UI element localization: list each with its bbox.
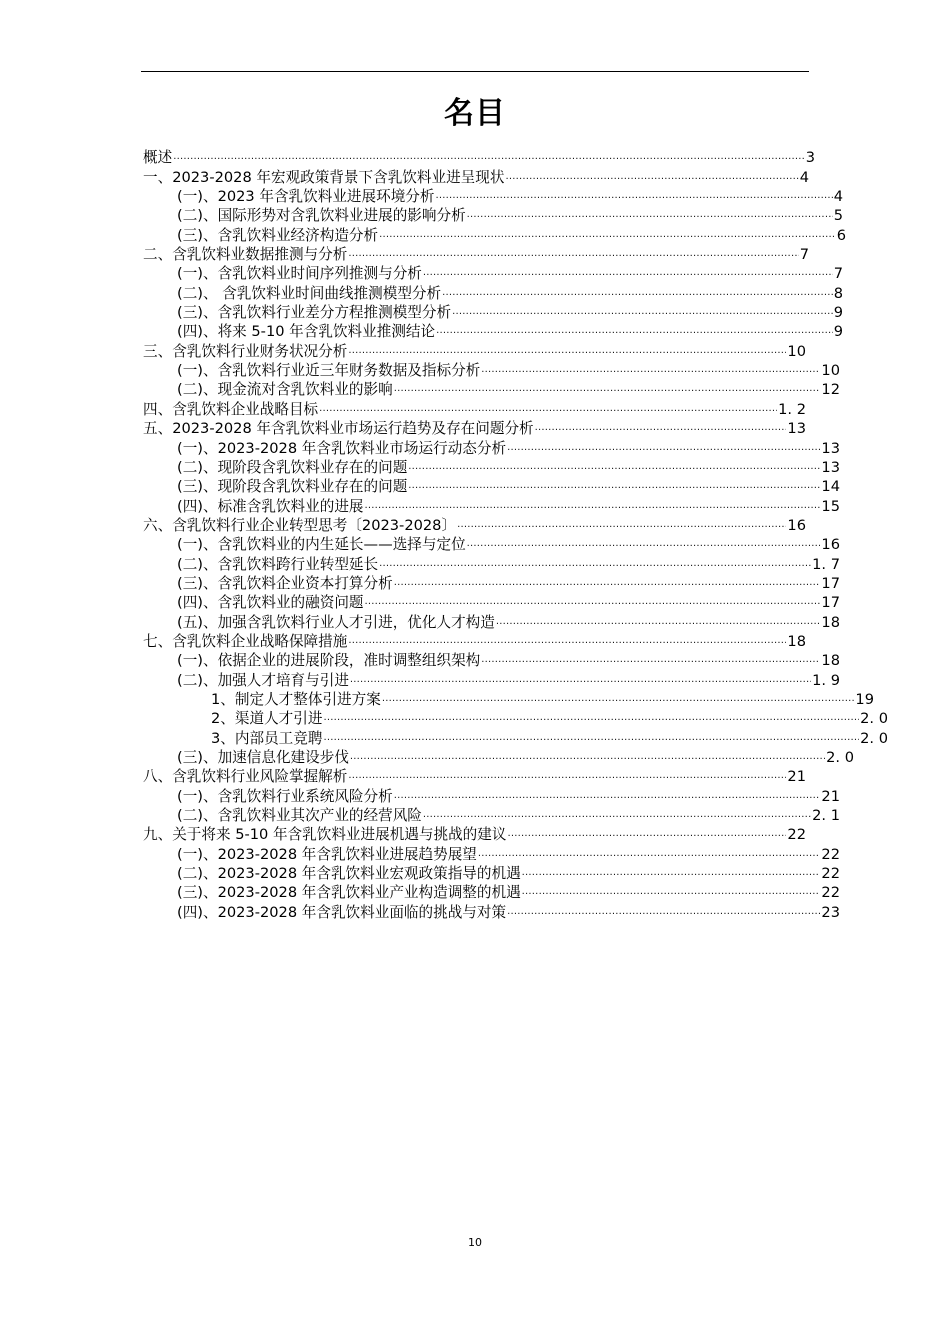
toc-entry[interactable] xyxy=(143,322,843,341)
toc-dot-leader xyxy=(379,228,836,242)
toc-entry-page: 22 xyxy=(821,884,840,902)
toc-dot-leader xyxy=(382,692,855,706)
toc-entry-page: 23 xyxy=(821,903,840,921)
toc-entry[interactable] xyxy=(143,496,840,515)
toc-entry[interactable] xyxy=(143,148,815,167)
toc-entry-label: (一)、含乳饮料业时间序列推测与分析 xyxy=(177,265,422,283)
toc-entry-label: (四)、将来 5-10 年含乳饮料业推测结论 xyxy=(177,323,436,341)
toc-entry-label: 3、内部员工竞聘 xyxy=(211,729,323,747)
toc-entry-page: 13 xyxy=(821,458,840,476)
toc-entry-page: 13 xyxy=(821,439,840,457)
toc-dot-leader xyxy=(435,189,832,203)
toc-entry-label: (三)、含乳饮料业经济构造分析 xyxy=(177,226,379,244)
toc-dot-leader xyxy=(478,847,821,861)
toc-entry[interactable] xyxy=(143,535,840,554)
toc-entry[interactable] xyxy=(143,728,888,747)
toc-entry[interactable] xyxy=(143,690,874,709)
toc-dot-leader xyxy=(365,595,821,609)
toc-entry[interactable] xyxy=(143,651,840,670)
toc-entry[interactable] xyxy=(143,670,840,689)
toc-entry-page: 1. 9 xyxy=(812,671,840,689)
toc-entry-label: (三)、含乳饮料企业资本打算分析 xyxy=(177,574,393,592)
toc-entry-label: 三、含乳饮料行业财务状况分析 xyxy=(143,342,348,360)
toc-entry-page: 21 xyxy=(821,787,840,805)
toc-dot-leader xyxy=(348,634,786,648)
toc-dot-leader xyxy=(379,557,811,571)
toc-entry-page: 6 xyxy=(836,226,846,244)
toc-entry[interactable] xyxy=(143,477,840,496)
toc-entry[interactable] xyxy=(143,283,843,302)
toc-entry-label: 九、关于将来 5-10 年含乳饮料业进展机遇与挑战的建议 xyxy=(143,826,507,844)
toc-dot-leader xyxy=(522,885,821,899)
toc-entry-page: 3 xyxy=(805,149,815,167)
toc-entry[interactable] xyxy=(143,438,840,457)
toc-dot-leader xyxy=(436,324,833,338)
toc-entry-page: 1. 2 xyxy=(778,400,806,418)
toc-entry-label: (二)、 含乳饮料业时间曲线推测模型分析 xyxy=(177,284,442,302)
toc-entry-page: 17 xyxy=(821,574,840,592)
toc-entry[interactable] xyxy=(143,709,888,728)
toc-entry[interactable] xyxy=(143,264,843,283)
toc-dot-leader xyxy=(323,731,859,745)
toc-dot-leader xyxy=(173,150,805,164)
toc-entry-label: (二)、加强人才培育与引进 xyxy=(177,671,349,689)
toc-entry-label: (一)、依据企业的进展阶段，准时调整组织架构 xyxy=(177,652,481,670)
toc-dot-leader xyxy=(319,402,777,416)
toc-entry[interactable] xyxy=(143,245,809,264)
toc-dot-leader xyxy=(408,460,820,474)
toc-dot-leader xyxy=(535,421,787,435)
toc-entry[interactable] xyxy=(143,632,806,651)
toc-dot-leader xyxy=(350,750,825,764)
toc-entry-label: (三)、加速信息化建设步伐 xyxy=(177,749,349,766)
toc-entry-page: 5 xyxy=(833,207,843,225)
toc-dot-leader xyxy=(457,518,786,532)
toc-dot-leader xyxy=(507,441,820,455)
toc-entry-label: (四)、标准含乳饮料业的进展 xyxy=(177,497,364,515)
toc-entry[interactable] xyxy=(143,902,840,921)
toc-entry-page: 2. 1 xyxy=(812,807,840,825)
toc-entry-page: 7 xyxy=(799,246,809,264)
toc-entry[interactable] xyxy=(143,554,840,573)
toc-entry-page: 12 xyxy=(821,381,840,399)
toc-entry[interactable] xyxy=(143,458,840,477)
toc-entry[interactable] xyxy=(143,225,846,244)
toc-entry-label: (四)、2023-2028 年含乳饮料业面临的挑战与对策 xyxy=(177,903,507,921)
toc-entry-label: (二)、现金流对含乳饮料业的影响 xyxy=(177,381,393,399)
toc-entry-label: (二)、现阶段含乳饮料业存在的问题 xyxy=(177,458,408,476)
toc-dot-leader xyxy=(350,673,811,687)
toc-entry[interactable] xyxy=(143,419,806,438)
toc-dot-leader xyxy=(505,170,798,184)
toc-entry-page: 8 xyxy=(833,284,843,302)
toc-entry-label: (一)、2023-2028 年含乳饮料业进展趋势展望 xyxy=(177,845,477,863)
toc-entry[interactable] xyxy=(143,303,843,322)
toc-entry[interactable] xyxy=(143,864,840,883)
toc-entry-label: 七、含乳饮料企业战略保障措施 xyxy=(143,632,348,650)
toc-entry-page: 22 xyxy=(787,826,806,844)
toc-dot-leader xyxy=(467,537,821,551)
toc-entry-page: 22 xyxy=(821,845,840,863)
toc-entry-label: 1、制定人才整体引进方案 xyxy=(211,690,381,708)
toc-dot-leader xyxy=(348,344,786,358)
toc-entry-page: 19 xyxy=(855,690,874,708)
toc-entry[interactable] xyxy=(143,825,806,844)
toc-dot-leader xyxy=(507,827,786,841)
toc-entry-page: 18 xyxy=(787,632,806,650)
toc-entry-label: (一)、含乳饮料行业近三年财务数据及指标分析 xyxy=(177,362,481,380)
toc-entry-page: 17 xyxy=(821,594,840,612)
toc-dot-leader xyxy=(442,286,833,300)
toc-dot-leader xyxy=(394,382,821,396)
toc-dot-leader xyxy=(394,576,821,590)
toc-dot-leader xyxy=(423,808,811,822)
toc-entry[interactable] xyxy=(143,574,840,593)
toc-entry[interactable] xyxy=(143,361,840,380)
toc-entry-page: 4 xyxy=(833,188,843,206)
toc-entry-page: 7 xyxy=(833,265,843,283)
toc-entry[interactable] xyxy=(143,206,843,225)
toc-dot-leader xyxy=(348,769,786,783)
toc-entry-label: 概述 xyxy=(143,149,173,167)
toc-dot-leader xyxy=(522,866,821,880)
toc-entry-label: 八、含乳饮料行业风险掌握解析 xyxy=(143,768,348,786)
toc-entry-label: 二、含乳饮料业数据推测与分析 xyxy=(143,246,348,264)
toc-entry-page: 14 xyxy=(821,478,840,496)
toc-entry[interactable] xyxy=(143,341,806,360)
toc-entry-page: 18 xyxy=(821,613,840,631)
toc-entry[interactable] xyxy=(143,786,840,805)
toc-entry-label: 四、含乳饮料企业战略目标 xyxy=(143,400,319,418)
toc-entry-label: (一)、含乳饮料业的内生延长——选择与定位 xyxy=(177,536,466,554)
toc-entry-page: 10 xyxy=(787,342,806,360)
toc-entry[interactable] xyxy=(143,806,840,825)
toc-dot-leader xyxy=(365,499,821,513)
toc-entry[interactable] xyxy=(143,516,806,535)
toc-dot-leader xyxy=(481,363,820,377)
toc-entry[interactable] xyxy=(143,748,854,767)
toc-entry-label: (二)、含乳饮料业其次产业的经营风险 xyxy=(177,807,422,825)
toc-entry-page: 4 xyxy=(799,168,809,186)
toc-entry-page: 21 xyxy=(787,768,806,786)
toc-entry-page: 18 xyxy=(821,652,840,670)
toc-entry-page: 2. 0 xyxy=(860,729,888,747)
toc-entry[interactable] xyxy=(143,380,840,399)
toc-entry-page: 1. 7 xyxy=(812,555,840,573)
toc-entry[interactable] xyxy=(143,187,843,206)
toc-entry[interactable] xyxy=(143,612,840,631)
toc-entry-label: 五、2023-2028 年含乳饮料业市场运行趋势及存在问题分析 xyxy=(143,420,534,438)
toc-entry-label: (一)、2023 年含乳饮料业进展环境分析 xyxy=(177,188,435,206)
toc-entry-label: (三)、2023-2028 年含乳饮料业产业构造调整的机遇 xyxy=(177,884,521,902)
toc-entry-label: 2、渠道人才引进 xyxy=(211,710,323,728)
toc-entry-label: (三)、含乳饮料行业差分方程推测模型分析 xyxy=(177,304,452,322)
toc-entry-label: (五)、加强含乳饮料行业人才引进，优化人才构造 xyxy=(177,613,495,631)
page-title: 名目 xyxy=(444,96,506,131)
toc-entry-page: 2. 0 xyxy=(860,710,888,728)
toc-dot-leader xyxy=(481,653,820,667)
toc-dot-leader xyxy=(496,615,821,629)
toc-entry[interactable] xyxy=(143,399,806,418)
toc-dot-leader xyxy=(423,266,833,280)
page-number: 10 xyxy=(468,1236,482,1249)
toc-entry-label: (一)、含乳饮料行业系统风险分析 xyxy=(177,787,393,805)
toc-entry-page: 15 xyxy=(821,497,840,515)
toc-entry-label: (一)、2023-2028 年含乳饮料业市场运行动态分析 xyxy=(177,439,507,457)
header-rule xyxy=(141,71,809,72)
toc-entry-page: 22 xyxy=(821,865,840,883)
toc-entry-page: 16 xyxy=(821,536,840,554)
toc-entry-label: (二)、2023-2028 年含乳饮料业宏观政策指导的机遇 xyxy=(177,865,521,883)
toc-entry-label: (三)、现阶段含乳饮料业存在的问题 xyxy=(177,478,408,496)
toc-dot-leader xyxy=(452,305,833,319)
toc-dot-leader xyxy=(323,711,859,725)
toc-dot-leader xyxy=(408,479,820,493)
toc-entry-label: (四)、含乳饮料业的融资问题 xyxy=(177,594,364,612)
toc-entry[interactable] xyxy=(143,844,840,863)
table-of-contents xyxy=(143,148,888,922)
toc-entry-label: 六、含乳饮料行业企业转型思考〔2023-2028〕 xyxy=(143,516,457,534)
toc-entry[interactable] xyxy=(143,167,809,186)
toc-entry-page: 16 xyxy=(787,516,806,534)
toc-entry[interactable] xyxy=(143,593,840,612)
toc-dot-leader xyxy=(467,208,833,222)
toc-dot-leader xyxy=(348,247,798,261)
toc-entry-page: 9 xyxy=(833,323,843,341)
toc-entry-page: 10 xyxy=(821,362,840,380)
toc-dot-leader xyxy=(394,789,821,803)
toc-entry[interactable] xyxy=(143,883,840,902)
toc-entry-page: 2. 0 xyxy=(826,749,854,766)
toc-entry-page: 13 xyxy=(787,420,806,438)
toc-dot-leader xyxy=(507,905,820,919)
toc-entry-label: 一、2023-2028 年宏观政策背景下含乳饮料业进呈现状 xyxy=(143,168,505,186)
toc-entry-label: (二)、含乳饮料跨行业转型延长 xyxy=(177,555,379,573)
toc-entry[interactable] xyxy=(143,767,806,786)
toc-entry-label: (二)、国际形势对含乳饮料业进展的影响分析 xyxy=(177,207,466,225)
toc-entry-page: 9 xyxy=(833,304,843,322)
